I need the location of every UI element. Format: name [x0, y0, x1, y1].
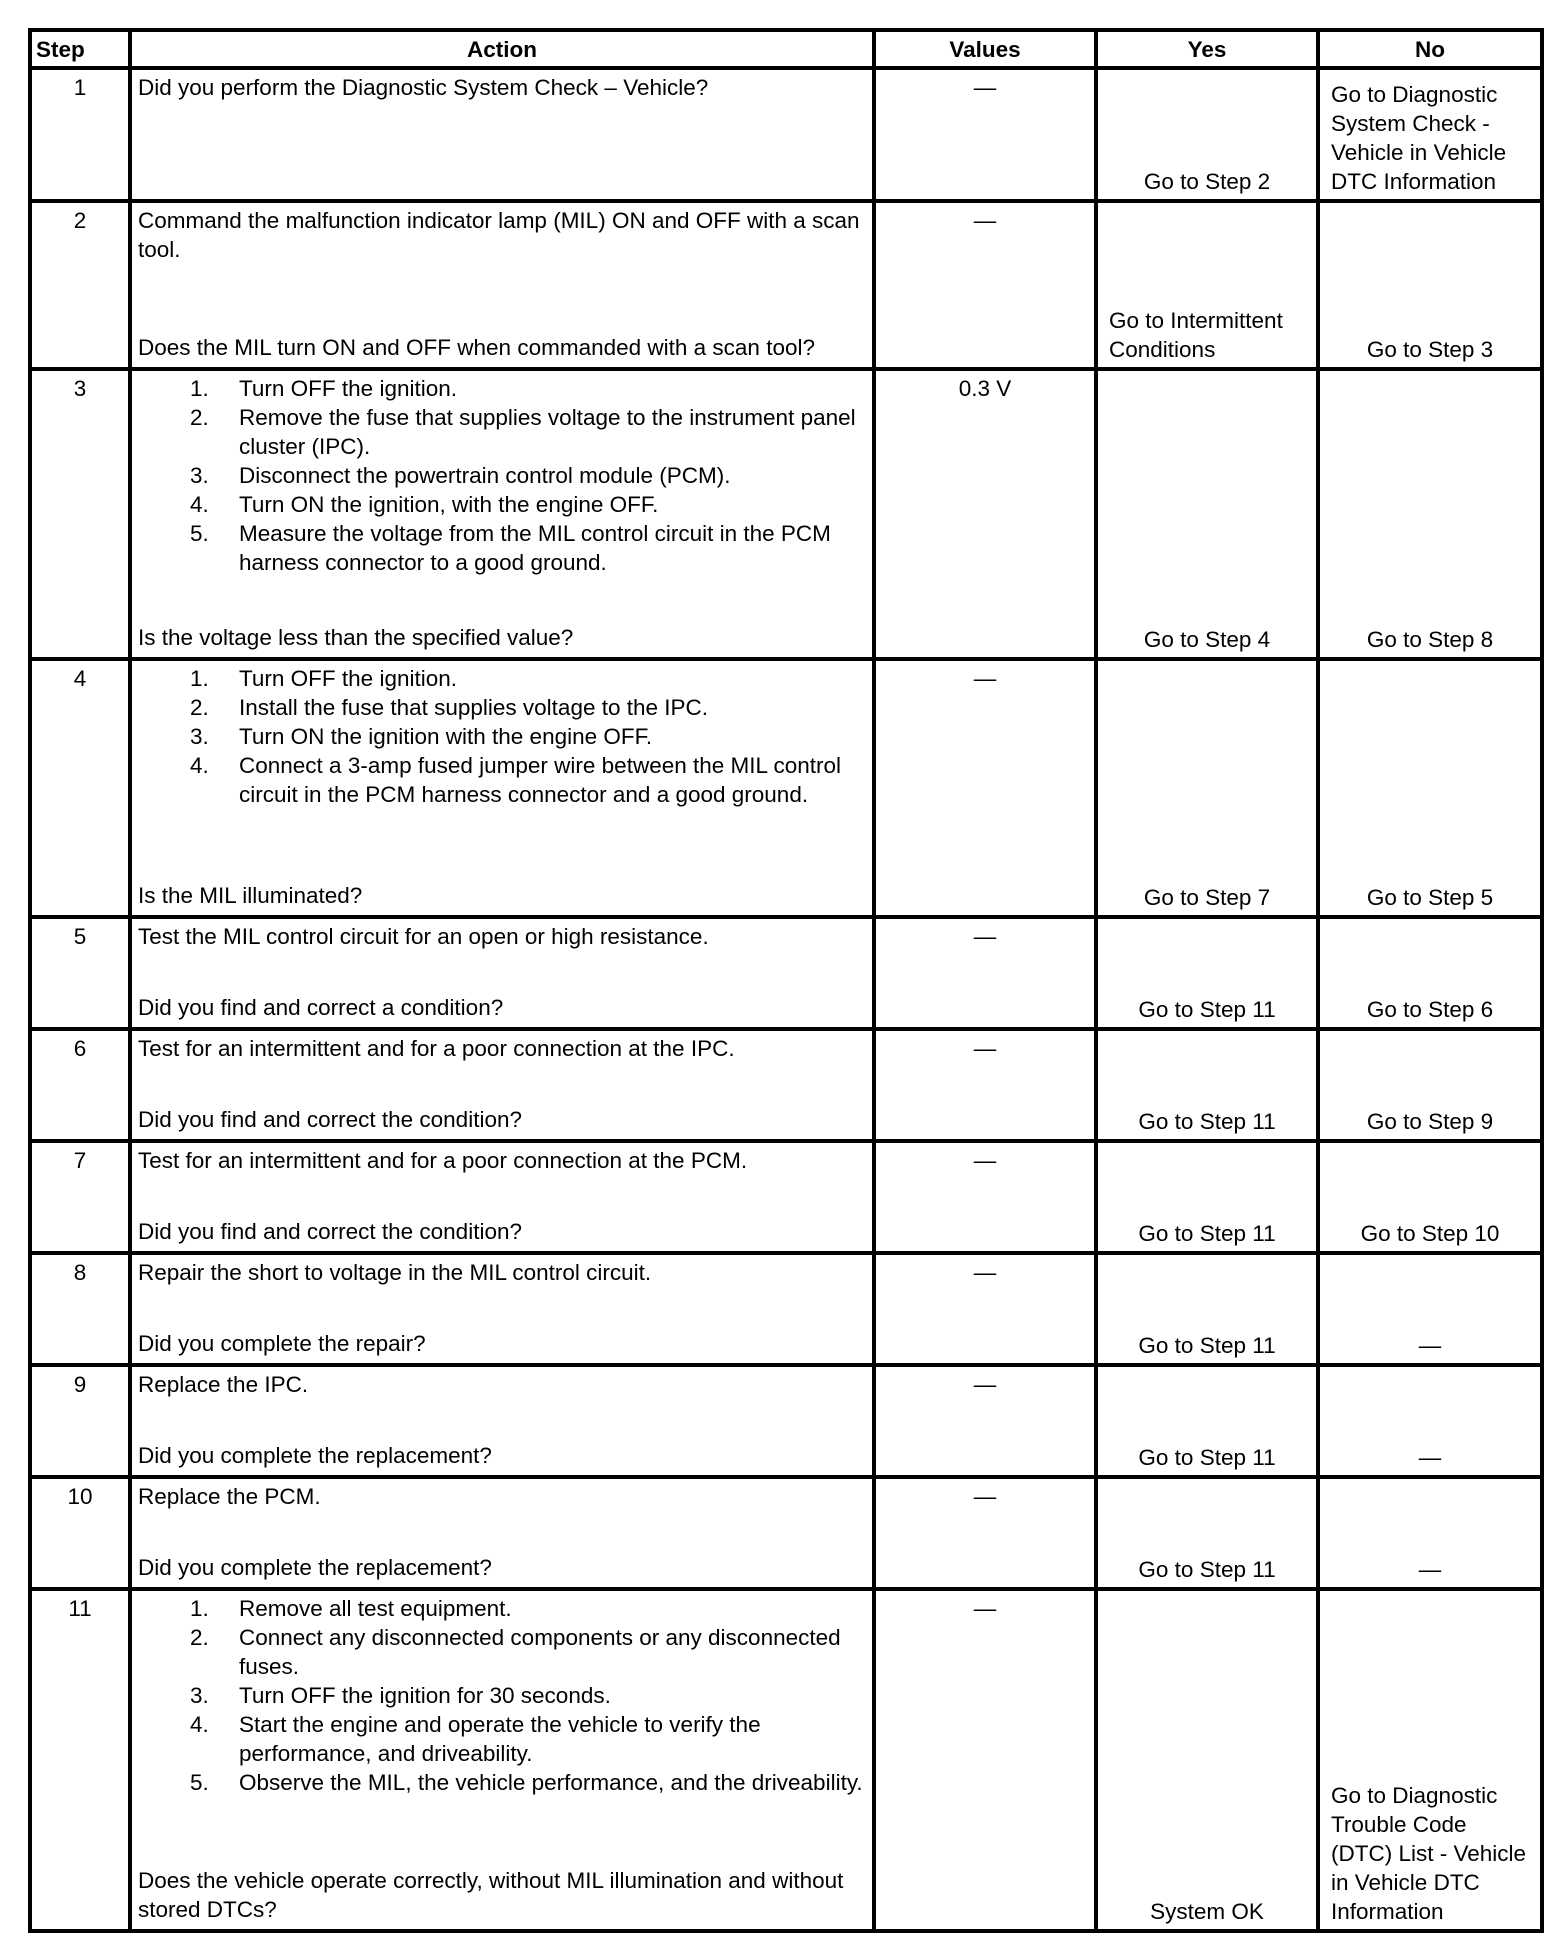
yes-outcome: Go to Step 7 — [1143, 885, 1271, 910]
step-number: 6 — [30, 1029, 130, 1141]
action-text: Command the malfunction indicator lamp (MIL) ON and OFF with a scan tool. — [138, 208, 860, 262]
table-row — [30, 369, 1542, 659]
yes-outcome-cell — [1096, 659, 1318, 917]
action-step-item: 4. Connect a 3-amp fused jumper wire between the MIL control circuit in the PCM harness connector and a good ground. — [190, 753, 841, 807]
no-outcome: — — [1418, 1557, 1442, 1582]
no-outcome-cell — [1318, 1477, 1542, 1589]
no-outcome: Go to Step 9 — [1366, 1109, 1494, 1134]
action-cell — [130, 201, 874, 369]
action-cell — [130, 1029, 874, 1141]
action-step-item: 2. Remove the fuse that supplies voltage to the instrument panel cluster (IPC). — [190, 405, 856, 459]
step-number: 8 — [30, 1253, 130, 1365]
action-cell — [130, 1141, 874, 1253]
value-cell: — — [874, 1029, 1096, 1141]
header-row — [30, 30, 1542, 68]
action-text: Replace the PCM. — [138, 1484, 321, 1509]
action-steps-list — [138, 374, 866, 577]
header-values: Values — [874, 30, 1096, 68]
yes-outcome: Go to Step 11 — [1138, 1221, 1276, 1246]
value-cell: — — [874, 1365, 1096, 1477]
yes-outcome-cell — [1096, 201, 1318, 369]
yes-outcome: Go to Step 2 — [1143, 169, 1271, 194]
action-question: Did you find and correct the condition? — [138, 1219, 522, 1244]
action-question: Does the vehicle operate correctly, without MIL illumination and without stored DTCs? — [138, 1868, 844, 1922]
action-step-item: 2. Install the fuse that supplies voltage to the IPC. — [190, 695, 709, 720]
yes-outcome-cell — [1096, 1029, 1318, 1141]
table-row — [30, 1141, 1542, 1253]
step-number: 9 — [30, 1365, 130, 1477]
action-text: Test the MIL control circuit for an open or high resistance. — [138, 924, 709, 949]
action-step-item: 2. Connect any disconnected components or any disconnected fuses. — [190, 1625, 841, 1679]
action-text: Test for an intermittent and for a poor connection at the IPC. — [138, 1036, 735, 1061]
yes-outcome-cell — [1096, 1477, 1318, 1589]
no-outcome: Go to Step 8 — [1366, 627, 1494, 652]
value-cell: — — [874, 1589, 1096, 1931]
no-outcome-cell — [1318, 369, 1542, 659]
action-step-item: 1. Turn OFF the ignition. — [190, 376, 458, 401]
step-number: 10 — [30, 1477, 130, 1589]
no-outcome-cell — [1318, 1365, 1542, 1477]
action-steps-list — [138, 1594, 866, 1797]
no-outcome-cell — [1318, 68, 1542, 201]
table-row — [30, 1589, 1542, 1931]
action-text: Repair the short to voltage in the MIL control circuit. — [138, 1260, 652, 1285]
action-question: Does the MIL turn ON and OFF when commanded with a scan tool? — [138, 335, 815, 360]
step-number: 3 — [30, 369, 130, 659]
action-step-item: 1. Turn OFF the ignition. — [190, 666, 458, 691]
no-outcome: Go to Step 10 — [1360, 1221, 1500, 1246]
value-cell: 0.3 V — [874, 369, 1096, 659]
table-row — [30, 1253, 1542, 1365]
yes-outcome: Go to Step 11 — [1138, 1109, 1276, 1134]
step-number: 5 — [30, 917, 130, 1029]
value-cell: — — [874, 201, 1096, 369]
no-outcome: Go to Diagnostic Trouble Code (DTC) List - Vehicle in Vehicle DTC Information — [1331, 1783, 1527, 1924]
no-outcome-cell — [1318, 917, 1542, 1029]
action-text: Test for an intermittent and for a poor connection at the PCM. — [138, 1148, 748, 1173]
no-outcome-cell — [1318, 1253, 1542, 1365]
no-outcome: — — [1418, 1333, 1442, 1358]
action-cell — [130, 1365, 874, 1477]
value-cell: — — [874, 68, 1096, 201]
step-number: 4 — [30, 659, 130, 917]
yes-outcome: Go to Step 11 — [1138, 1445, 1276, 1470]
yes-outcome-cell — [1096, 369, 1318, 659]
step-number: 1 — [30, 68, 130, 201]
action-question: Did you complete the replacement? — [138, 1555, 492, 1580]
action-cell — [130, 1477, 874, 1589]
action-question: Is the MIL illuminated? — [138, 883, 363, 908]
table-row — [30, 917, 1542, 1029]
value-cell: — — [874, 659, 1096, 917]
action-question: Did you find and correct a condition? — [138, 995, 504, 1020]
diagnostic-table — [28, 28, 1544, 1933]
no-outcome: Go to Step 5 — [1366, 885, 1494, 910]
yes-outcome-cell — [1096, 68, 1318, 201]
no-outcome-cell — [1318, 1589, 1542, 1931]
no-outcome: Go to Diagnostic System Check - Vehicle in Vehicle DTC Information — [1331, 82, 1507, 194]
yes-outcome: Go to Step 11 — [1138, 1333, 1276, 1358]
action-step-item: 1. Remove all test equipment. — [190, 1596, 512, 1621]
yes-outcome-cell — [1096, 1141, 1318, 1253]
action-text: Did you perform the Diagnostic System Check – Vehicle? — [138, 75, 709, 100]
action-question: Did you complete the repair? — [138, 1331, 426, 1356]
yes-outcome: Go to Step 11 — [1138, 997, 1276, 1022]
no-outcome-cell — [1318, 1141, 1542, 1253]
action-question: Did you complete the replacement? — [138, 1443, 492, 1468]
table-row — [30, 659, 1542, 917]
yes-outcome: Go to Intermittent Conditions — [1109, 308, 1283, 362]
action-cell — [130, 659, 874, 917]
yes-outcome-cell — [1096, 917, 1318, 1029]
header-yes: Yes — [1096, 30, 1318, 68]
value-cell: — — [874, 1477, 1096, 1589]
action-step-item: 4. Turn ON the ignition, with the engine OFF. — [190, 492, 659, 517]
action-question: Is the voltage less than the specified value? — [138, 625, 574, 650]
value-cell: — — [874, 1253, 1096, 1365]
action-cell — [130, 1589, 874, 1931]
action-step-item: 3. Turn OFF the ignition for 30 seconds. — [190, 1683, 611, 1708]
action-cell — [130, 1253, 874, 1365]
action-cell — [130, 917, 874, 1029]
no-outcome: Go to Step 6 — [1366, 997, 1494, 1022]
table-row — [30, 1365, 1542, 1477]
no-outcome-cell — [1318, 1029, 1542, 1141]
table-row — [30, 1477, 1542, 1589]
yes-outcome-cell — [1096, 1365, 1318, 1477]
action-steps-list — [138, 664, 866, 809]
step-number: 7 — [30, 1141, 130, 1253]
value-cell: — — [874, 917, 1096, 1029]
no-outcome: Go to Step 3 — [1366, 337, 1494, 362]
value-cell: — — [874, 1141, 1096, 1253]
no-outcome-cell — [1318, 659, 1542, 917]
step-number: 2 — [30, 201, 130, 369]
header-step: Step — [30, 30, 130, 68]
yes-outcome: System OK — [1150, 1899, 1264, 1924]
action-question: Did you find and correct the condition? — [138, 1107, 522, 1132]
action-cell — [130, 369, 874, 659]
table-row — [30, 68, 1542, 201]
header-action: Action — [130, 30, 874, 68]
step-number: 11 — [30, 1589, 130, 1931]
table-row — [30, 201, 1542, 369]
action-step-item: 5. Observe the MIL, the vehicle performance, and the driveability. — [190, 1770, 863, 1795]
action-step-item: 3. Disconnect the powertrain control module (PCM). — [190, 463, 731, 488]
action-step-item: 4. Start the engine and operate the vehicle to verify the performance, and driveability. — [190, 1712, 761, 1766]
table-row — [30, 1029, 1542, 1141]
yes-outcome-cell — [1096, 1253, 1318, 1365]
yes-outcome-cell — [1096, 1589, 1318, 1931]
no-outcome-cell — [1318, 201, 1542, 369]
no-outcome: — — [1418, 1445, 1442, 1470]
header-no: No — [1318, 30, 1542, 68]
yes-outcome: Go to Step 11 — [1138, 1557, 1276, 1582]
action-text: Replace the IPC. — [138, 1372, 309, 1397]
action-cell — [130, 68, 874, 201]
action-step-item: 5. Measure the voltage from the MIL control circuit in the PCM harness connector to a good ground. — [190, 521, 831, 575]
yes-outcome: Go to Step 4 — [1143, 627, 1271, 652]
action-step-item: 3. Turn ON the ignition with the engine OFF. — [190, 724, 653, 749]
